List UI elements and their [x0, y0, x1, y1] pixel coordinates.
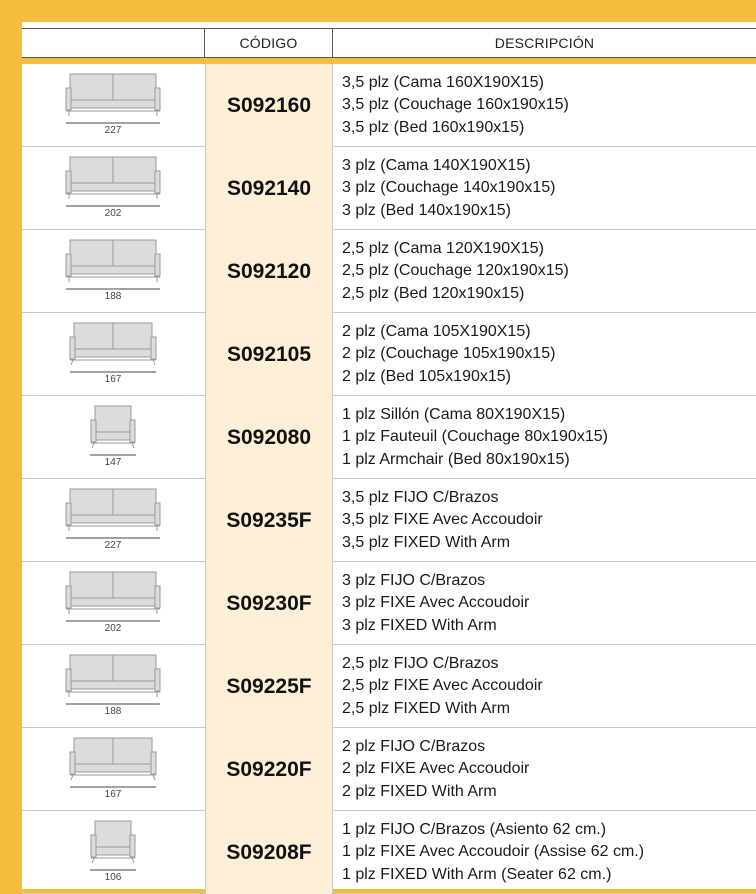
width-dimension-label: 188	[104, 706, 122, 717]
product-code: S092080	[226, 425, 312, 449]
description-line: 2,5 plz (Bed 120x190x15)	[342, 284, 525, 302]
product-description-cell	[342, 230, 756, 313]
product-code: S09235F	[226, 508, 312, 532]
table-row	[22, 313, 756, 396]
product-image-cell	[22, 64, 205, 147]
product-image-cell	[22, 811, 205, 894]
product-description-cell	[342, 396, 756, 479]
description-line: 3,5 plz FIXED With Arm	[342, 533, 511, 551]
product-code-cell	[205, 64, 333, 147]
product-code-cell	[205, 147, 333, 230]
product-code: S09225F	[226, 674, 312, 698]
description-line: 3,5 plz (Cama 160X190X15)	[342, 73, 544, 91]
description-line: 1 plz Fauteuil (Couchage 80x190x15)	[342, 428, 608, 446]
width-dimension-label: 227	[104, 540, 122, 551]
product-image-cell	[22, 728, 205, 811]
description-line: 3,5 plz FIXE Avec Accoudoir	[342, 511, 543, 529]
table-row	[22, 645, 756, 728]
product-description-cell	[342, 313, 756, 396]
table-row	[22, 230, 756, 313]
product-image-cell	[22, 396, 205, 479]
product-description-cell	[342, 811, 756, 894]
product-code: S092140	[226, 176, 312, 200]
table-row	[22, 479, 756, 562]
product-description-cell	[342, 562, 756, 645]
description-line: 2,5 plz FIXED With Arm	[342, 699, 511, 717]
header-code: CÓDIGO	[205, 28, 333, 58]
product-code: S09208F	[226, 840, 312, 864]
width-dimension-label: 202	[104, 623, 122, 634]
description-line: 3 plz (Cama 140X190X15)	[342, 156, 531, 174]
width-dimension-label: 202	[104, 208, 122, 219]
table-row	[22, 147, 756, 230]
description-line: 2,5 plz (Cama 120X190X15)	[342, 239, 544, 257]
product-image-cell	[22, 230, 205, 313]
description-line: 3 plz FIXE Avec Accoudoir	[342, 594, 530, 612]
product-code: S092120	[226, 259, 312, 283]
product-description-cell	[342, 645, 756, 728]
description-line: 3,5 plz FIJO C/Brazos	[342, 488, 499, 506]
width-dimension-label: 167	[104, 789, 122, 800]
product-image-cell	[22, 562, 205, 645]
product-image-cell	[22, 313, 205, 396]
description-line: 2 plz (Cama 105X190X15)	[342, 322, 531, 340]
table-row	[22, 811, 756, 894]
product-code-cell	[205, 811, 333, 894]
product-code: S092105	[226, 342, 312, 366]
header-description: DESCRIPCIÓN	[333, 28, 756, 58]
product-image-cell	[22, 479, 205, 562]
description-line: 1 plz FIXED With Arm (Seater 62 cm.)	[342, 865, 612, 883]
description-line: 2,5 plz FIJO C/Brazos	[342, 654, 499, 672]
description-line: 1 plz FIXE Avec Accoudoir (Assise 62 cm.)	[342, 843, 645, 861]
width-dimension-label: 227	[104, 125, 122, 136]
product-code-cell	[205, 479, 333, 562]
description-line: 3,5 plz (Couchage 160x190x15)	[342, 96, 569, 114]
header-image-cell	[22, 28, 205, 58]
width-dimension-label: 167	[104, 374, 122, 385]
description-line: 2,5 plz (Couchage 120x190x15)	[342, 262, 569, 280]
table-row	[22, 562, 756, 645]
product-code: S09230F	[226, 591, 312, 615]
description-line: 3 plz (Couchage 140x190x15)	[342, 179, 556, 197]
description-line: 2 plz FIXED With Arm	[342, 782, 497, 800]
product-code: S09220F	[226, 757, 312, 781]
table-row	[22, 396, 756, 479]
product-code-cell	[205, 313, 333, 396]
product-description-cell	[342, 64, 756, 147]
width-dimension-label: 106	[104, 872, 122, 883]
product-code-cell	[205, 230, 333, 313]
product-code-cell	[205, 645, 333, 728]
description-line: 2 plz FIJO C/Brazos	[342, 737, 486, 755]
description-line: 2 plz FIXE Avec Accoudoir	[342, 760, 530, 778]
description-line: 3 plz (Bed 140x190x15)	[342, 201, 511, 219]
product-table	[22, 22, 756, 889]
description-line: 1 plz Sillón (Cama 80X190X15)	[342, 405, 566, 423]
product-image-cell	[22, 645, 205, 728]
description-line: 3 plz FIXED With Arm	[342, 616, 497, 634]
width-dimension-label: 147	[104, 457, 122, 468]
product-code-cell	[205, 562, 333, 645]
description-line: 3 plz FIJO C/Brazos	[342, 571, 486, 589]
table-row	[22, 728, 756, 811]
table-body	[22, 64, 756, 894]
product-image-cell	[22, 147, 205, 230]
table-row	[22, 64, 756, 147]
product-code: S092160	[226, 93, 312, 117]
description-line: 2 plz (Bed 105x190x15)	[342, 367, 511, 385]
description-line: 2 plz (Couchage 105x190x15)	[342, 345, 556, 363]
product-description-cell	[342, 479, 756, 562]
product-code-cell	[205, 728, 333, 811]
description-line: 2,5 plz FIXE Avec Accoudoir	[342, 677, 543, 695]
product-description-cell	[342, 728, 756, 811]
product-description-cell	[342, 147, 756, 230]
product-code-cell	[205, 396, 333, 479]
description-line: 3,5 plz (Bed 160x190x15)	[342, 118, 525, 136]
width-dimension-label: 188	[104, 291, 122, 302]
description-line: 1 plz FIJO C/Brazos (Asiento 62 cm.)	[342, 820, 607, 838]
description-line: 1 plz Armchair (Bed 80x190x15)	[342, 450, 570, 468]
